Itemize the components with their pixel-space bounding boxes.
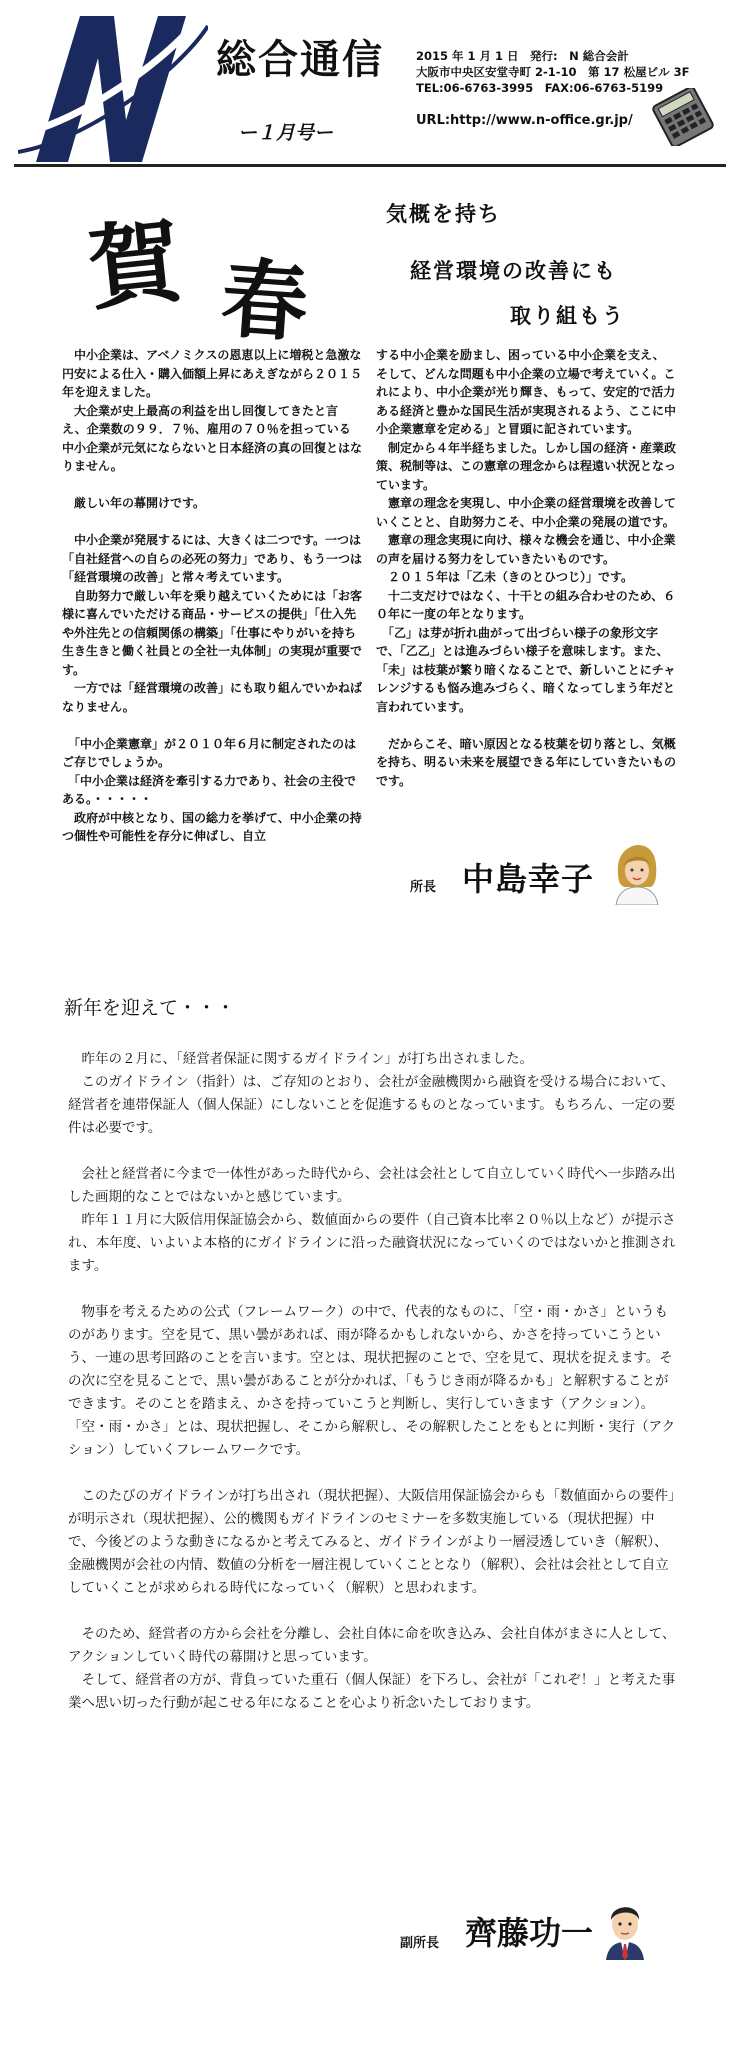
phone-fax-line: TEL:06-6763-3995 FAX:06-6763-5199 (416, 81, 664, 95)
vice-director-avatar (600, 1898, 650, 1962)
article-paragraph: 昨年の２月に、「経営者保証に関するガイドライン」が打ち出されました。 (68, 1051, 533, 1067)
column-paragraph (62, 513, 362, 532)
column-paragraph (62, 716, 362, 735)
article-paragraph: 昨年１１月に大阪信用保証協会から、数値面からの要件（自己資本比率２０％以上など）が提示され、本年度、いよいよ本格的にガイドラインに沿った融資状況になっていくのではないかと推測されます。 (68, 1212, 676, 1274)
column-paragraph: 「中小企業憲章」が２０１０年６月に制定されたのはご存じでしょうか。 (62, 736, 357, 769)
slogan-line: 取り組もう (510, 303, 625, 328)
issue-label: ー１月号ー (238, 122, 334, 144)
article-paragraph: 会社と経営者に今まで一体性があった時代から、会社は会社として自立していく時代へ一歩踏み出した画期的なことではないかと感じています。 (68, 1166, 676, 1205)
calculator-icon (652, 88, 714, 146)
vice-director-title: 副所長 (400, 1936, 440, 1951)
slogan-line: 気概を持ち (386, 201, 501, 226)
article-paragraph: このたびのガイドラインが打ち出され（現状把握）、大阪信用保証協会からも「数値面からの要件」が明示され（現状把握）、公的機関もガイドラインのセミナーを多数実施している（現状把握）中で、今後どのような動きになるかと考えてみると、ガイドラインがより一層浸透していき（解釈）、金融機関が会社の内情、数値の分析を一層注視していくこととなり（解釈）、会社は会社として自立していくことが求められる時代になっていく（解釈）と思われます。 (68, 1488, 675, 1596)
greeting-ga: 賀 (83, 206, 187, 324)
column-paragraph: ２０１５年は「乙未（きのとひつじ）」です。 (376, 570, 634, 584)
column-paragraph: 自助努力で厳しい年を乗り越えていくためには「お客様に喜んでいただける商品・サービスの提供」「仕入先や外注先との信頼関係の構築」「仕事にやりがいを持ち生き生きと働く社員との全社一丸体制」の実現が重要です。 (62, 588, 363, 677)
slogan-line: 経営環境の改善にも (410, 258, 617, 283)
column-paragraph: だからこそ、暗い原因となる枝葉を切り落とし、気概を持ち、明るい未来を展望できる年にしていきたいものです。 (376, 736, 677, 788)
publish-date-line: 2015 年 1 月 1 日 発行: N 総合会計 (416, 49, 629, 63)
article-paragraph: そして、経営者の方が、背負っていた重石（個人保証）を下ろし、会社が「これぞ！」と考えた事業へ思い切った行動が起こせる年になることを心より祈念いたしております。 (68, 1672, 676, 1711)
newsletter-header (0, 0, 740, 172)
column-paragraph (376, 716, 676, 735)
column-paragraph: 十二支だけではなく、十干との組み合わせのため、６０年に一度の年となります。 (376, 588, 676, 621)
director-avatar (612, 843, 660, 905)
column-paragraph: 制定から４年半経ちました。しかし国の経済・産業政策、税制等は、この憲章の理念からは程遠い状況となっています。 (376, 440, 677, 492)
director-message-right-column (376, 346, 676, 790)
address-line: 大阪市中央区安堂寺町 2-1-10 第 17 松屋ビル 3F (416, 65, 690, 79)
n-logo-icon (18, 2, 208, 170)
column-paragraph: 一方では「経営環境の改善」にも取り組んでいかねばなりません。 (62, 681, 363, 714)
article-paragraph: このガイドライン（指針）は、ご存知のとおり、会社が金融機関から融資を受ける場合において、経営者を連帯保証人（個人保証）にしないことを促進するものとなっています。もちろん、一定の要件は必要です。 (68, 1074, 676, 1136)
newsletter-title: 総合通信 (216, 37, 384, 83)
vice-director-signature: 齊藤功一 (465, 1914, 594, 1952)
director-title: 所長 (410, 880, 437, 895)
article-paragraph (68, 1600, 676, 1623)
article-paragraph (68, 1278, 676, 1301)
director-message-left-column (62, 346, 362, 846)
article-heading: 新年を迎えて・・・ (64, 997, 236, 1019)
article-paragraph (68, 1462, 676, 1485)
director-signature: 中島幸子 (462, 860, 595, 898)
column-paragraph: 大企業が史上最高の利益を出し回復してきたと言え、企業数の９９．７％、雇用の７０％を担っている中小企業が元気にならないと日本経済の真の回復とはなりません。 (62, 403, 363, 473)
column-paragraph: 憲章の理念を実現し、中小企業の経営環境を改善していくことと、自助努力こそ、中小企業の発展の道です。 (376, 496, 677, 529)
column-paragraph: 憲章の理念実現に向け、様々な機会を通じ、中小企業の声を届ける努力をしていきたいものです。 (376, 533, 676, 566)
header-divider (14, 164, 726, 167)
column-paragraph: する中小企業を励まし、困っている中小企業を支え、そして、どんな問題も中小企業の立場で考えていく。これにより、中小企業が光り輝き、もって、安定的で活力ある経済と豊かな国民生活が実現されるよう、ここに中小企業憲章を定める」と冒頭に記されています。 (376, 348, 677, 436)
publisher-info (416, 48, 689, 96)
column-paragraph (62, 476, 362, 495)
column-paragraph: 中小企業が発展するには、大きくは二つです。一つは「自社経営への自らの必死の努力」であり、もう一つは「経営環境の改善」と常々考えています。 (62, 533, 363, 584)
column-paragraph: 政府が中核となり、国の総力を挙げて、中小企業の持つ個性や可能性を存分に伸ばし、自立 (62, 810, 362, 843)
article-body (68, 1048, 676, 1715)
column-paragraph: 「中小企業は経済を牽引する力であり、社会の主役である。・・・・・ (62, 773, 357, 806)
greeting-shun: 春 (218, 248, 311, 355)
article-paragraph (68, 1140, 676, 1163)
column-paragraph: 中小企業は、アベノミクスの恩恵以上に増税と急激な円安による仕入・購入価額上昇にあえぎながら２０１５年を迎えました。 (62, 348, 363, 399)
website-url[interactable]: URL:http://www.n-office.gr.jp/ (416, 113, 633, 128)
column-paragraph: 厳しい年の幕開けです。 (62, 496, 206, 510)
article-paragraph: そのため、経営者の方から会社を分離し、会社自体に命を吹き込み、会社自体がまさに人として、アクションしていく時代の幕開けと思っています。 (68, 1626, 676, 1665)
article-paragraph: 物事を考えるための公式（フレームワーク）の中で、代表的なものに、「空・雨・かさ」というものがあります。空を見て、黒い曇があれば、雨が降るかもしれないから、かさを持っていこうという、一連の思考回路のことを言います。空とは、現状把握のことで、空を見て、現状を捉えます。その次に空を見ることで、黒い曇があることが分かれば、「もうじき雨が降るかも」と解釈することができます。そのことを踏まえ、かさを持っていこうと判断し、実行していきます（アクション）。「空・雨・かさ」とは、現状把握し、そこから解釈し、その解釈したことをもとに判断・実行（アクション）していくフレームワークです。 (68, 1304, 676, 1458)
column-paragraph: 「乙」は芽が折れ曲がって出づらい様子の象形文字で、「乙乙」とは進みづらい様子を意味します。また、「未」は枝葉が繁り暗くなることで、新しいことにチャレンジするも悩み進みづらく、暗くなってしまう年だと言われています。 (376, 625, 676, 714)
